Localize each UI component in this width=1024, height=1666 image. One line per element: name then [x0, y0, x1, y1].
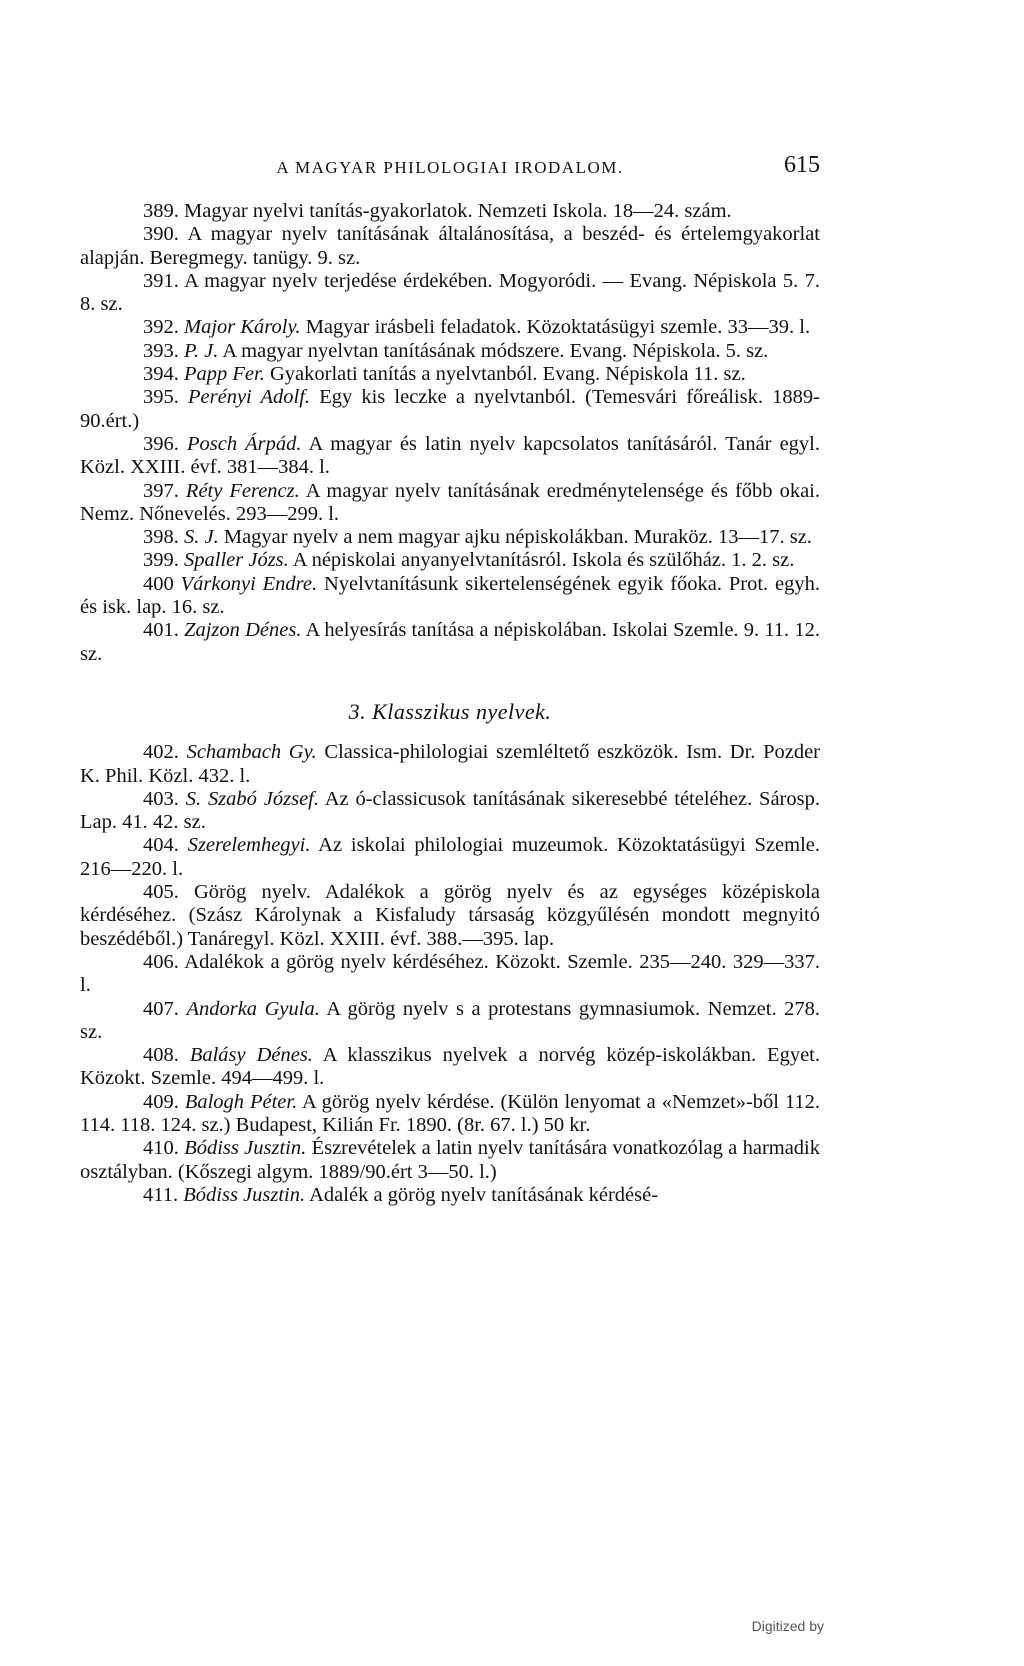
running-title: A MAGYAR PHILOLOGIAI IRODALOM.: [276, 158, 624, 177]
entry-author: Zajzon Dénes.: [184, 619, 302, 642]
entry-number: 403.: [143, 787, 179, 810]
entry-number: 396.: [143, 432, 179, 455]
entry-number: 398.: [143, 526, 179, 549]
entry-number: 389.: [143, 200, 179, 222]
entry-text: Egy kis leczke a nyelvtanból. (Temesvári főreálisk. 1889-90.ért.): [80, 386, 820, 432]
bibliography-entry: [80, 1137, 820, 1184]
entry-author: Bódiss Jusztin.: [183, 1183, 306, 1206]
bibliography-entry: [80, 998, 820, 1045]
entry-number: 401.: [143, 619, 179, 642]
entry-text: Nyelvtanításunk sikertelenségének egyik főoka. Prot. egyh. és isk. lap. 16. sz.: [80, 572, 821, 619]
entry-text: Adalékok a görög nyelv kérdéséhez. Közokt. Szemle. 235—240. 329—337. l.: [80, 950, 821, 997]
entry-number: 391.: [143, 269, 179, 292]
entry-text: Görög nyelv. Adalékok a görög nyelv és az egységes középiskola kérdéséhez. (Szász Károlynak a Kisfaludy társaság közgyűlésén mondott megnyitó beszédéből.) Tanáregyl. Közl. XXIII. évf. 388.—395. lap.: [80, 881, 821, 950]
entry-author: Schambach Gy.: [186, 741, 317, 764]
bibliography-entry: [80, 834, 820, 881]
running-header: [80, 152, 820, 184]
bibliography-entry: [80, 951, 820, 998]
entry-author: Szerelemhegyi.: [187, 834, 311, 857]
entry-text: A magyar nyelv tanításának eredménytelensége és főbb okai. Nemz. Nőnevelés. 293—299. l.: [80, 479, 821, 525]
bibliography-entry: [80, 619, 820, 666]
entry-author: P. J.: [184, 339, 219, 362]
entry-author: S. Szabó József.: [185, 787, 319, 810]
entry-text: Az iskolai philologiai muzeumok. Közoktatásügyi Szemle. 216—220. l.: [80, 834, 821, 880]
bibliography-entry: [80, 1044, 820, 1091]
entry-number: 390.: [143, 223, 179, 246]
bibliography-entry: [80, 316, 820, 339]
entry-author: Major Károly.: [184, 316, 301, 339]
entry-number: 400: [143, 572, 174, 595]
bibliography-entry: [80, 223, 820, 270]
entry-number: 411.: [143, 1183, 179, 1206]
entry-number: 392.: [143, 316, 179, 339]
entry-text: A magyar nyelvtan tanításának módszere. Evang. Népiskola. 5. sz.: [222, 339, 769, 362]
entries-hungarian-language: [80, 200, 820, 666]
entry-number: 397.: [143, 479, 179, 502]
entry-author: Andorka Gyula.: [186, 997, 320, 1020]
entry-number: 399.: [143, 549, 179, 572]
entry-text: A magyar nyelv tanításának általánosítása, a beszéd- és értelemgyakorlat alapján. Beregmegy. tanügy. 9. sz.: [80, 223, 821, 269]
page-number: 615: [784, 152, 820, 178]
bibliography-entry: [80, 741, 820, 788]
entry-number: 393.: [143, 339, 179, 362]
bibliography-entry: [80, 363, 820, 386]
entry-number: 406.: [143, 950, 179, 973]
entry-text: Észrevételek a latin nyelv tanítására vonatkozólag a harmadik osztályban. (Kőszegi algym. 1889/90.ért 3—50. l.): [80, 1137, 821, 1183]
entry-number: 404.: [143, 834, 179, 857]
entry-author: Posch Árpád.: [186, 432, 302, 455]
bibliography-entry: [80, 270, 820, 317]
bibliography-entry: [80, 573, 820, 620]
entry-number: 395.: [143, 386, 179, 409]
bibliography-list: [80, 200, 820, 1207]
bibliography-entry: [80, 526, 820, 549]
entry-author: Réty Ferencz.: [185, 479, 300, 502]
bibliography-entry: [80, 788, 820, 835]
entry-number: 405.: [143, 881, 179, 904]
entry-author: Balásy Dénes.: [189, 1044, 313, 1067]
bibliography-entry: [80, 480, 820, 527]
entry-text: Gyakorlati tanítás a nyelvtanból. Evang. Népiskola 11. sz.: [269, 363, 746, 386]
entry-text: Classica-philologiai szemléltető eszközök. Ism. Dr. Pozder K. Phil. Közl. 432. l.: [80, 741, 821, 787]
entry-number: 410.: [143, 1137, 179, 1160]
entry-text: A magyar és latin nyelv kapcsolatos tanításáról. Tanár egyl. Közl. XXIII. évf. 381—384. l.: [80, 432, 820, 479]
bibliography-entry: [80, 1184, 820, 1207]
entry-number: 408.: [143, 1044, 179, 1067]
entry-number: 402.: [143, 741, 179, 764]
entry-author: Perényi Adolf.: [188, 386, 311, 409]
entry-author: Bódiss Jusztin.: [184, 1137, 307, 1160]
digitized-by-watermark: Digitized by: [751, 1618, 824, 1634]
bibliography-entry: [80, 433, 820, 480]
section-heading: 3. Klasszikus nyelvek.: [348, 698, 552, 724]
entry-text: Magyar irásbeli feladatok. Közoktatásügyi szemle. 33—39. l.: [305, 316, 811, 339]
entry-author: Balogh Péter.: [184, 1090, 298, 1113]
entry-text: Magyar nyelv a nem magyar ajku népiskolákban. Muraköz. 13—17. sz.: [223, 526, 812, 549]
entry-text: Adalék a görög nyelv tanításának kérdésé-: [309, 1183, 659, 1206]
entry-number: 407.: [143, 997, 179, 1020]
entry-text: A klasszikus nyelvek a norvég közép-iskolákban. Egyet. Közokt. Szemle. 494—499. l.: [80, 1044, 820, 1090]
entry-text: A helyesírás tanítása a népiskolában. Iskolai Szemle. 9. 11. 12. sz.: [80, 619, 820, 665]
entry-number: 394.: [143, 363, 179, 386]
entry-text: A görög nyelv kérdése. (Külön lenyomat a «Nemzet»-ből 112. 114. 118. 124. sz.) Budapest, Kilián Fr. 1890. (8r. 67. l.) 50 kr.: [80, 1090, 821, 1136]
entry-text: A magyar nyelv terjedése érdekében. Mogyoródi. — Evang. Népiskola 5. 7. 8. sz.: [80, 269, 820, 316]
entry-text: A népiskolai anyanyelvtanításról. Iskola és szülőház. 1. 2. sz.: [292, 549, 795, 572]
entry-author: Papp Fer.: [184, 363, 265, 386]
bibliography-entry: [80, 340, 820, 363]
entry-author: S. J.: [184, 526, 219, 549]
bibliography-entry: [80, 386, 820, 433]
entry-author: Várkonyi Endre.: [180, 572, 318, 595]
entry-text: A görög nyelv s a protestans gymnasiumok. Nemzet. 278. sz.: [80, 997, 821, 1043]
entries-classical-languages: [80, 741, 820, 1207]
entry-number: 409.: [143, 1090, 179, 1113]
bibliography-entry: [80, 549, 820, 572]
entry-text: Magyar nyelvi tanítás-gyakorlatok. Nemzeti Iskola. 18—24. szám.: [184, 200, 732, 222]
bibliography-entry: [80, 1091, 820, 1138]
entry-text: Az ó-classicusok tanításának sikeresebbé tételéhez. Sárosp. Lap. 41. 42. sz.: [80, 787, 820, 834]
bibliography-entry: [80, 200, 820, 223]
entry-author: Spaller Józs.: [184, 549, 289, 572]
bibliography-entry: [80, 881, 820, 951]
